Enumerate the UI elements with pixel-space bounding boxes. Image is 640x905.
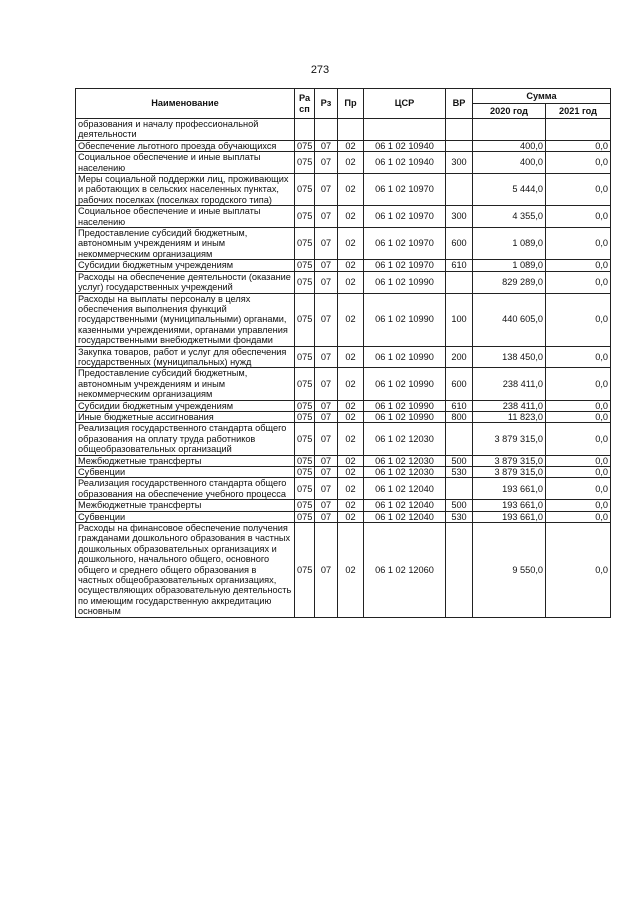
cell-ra: 075 [295,368,315,400]
cell-pr: 02 [338,271,364,293]
cell-s2020: 440 605,0 [473,293,546,346]
cell-rz: 07 [315,411,338,422]
table-row [76,368,611,400]
table-row [76,500,611,511]
cell-name: Закупка товаров, работ и услуг для обеспечения государственных (муниципальных) нужд [76,346,295,368]
cell-s2020: 400,0 [473,140,546,151]
cell-ra [295,119,315,141]
cell-s2020: 193 661,0 [473,500,546,511]
cell-vr [446,174,473,206]
cell-pr: 02 [338,400,364,411]
cell-ra: 075 [295,271,315,293]
cell-vr: 600 [446,228,473,260]
cell-csr: 06 1 02 10970 [364,174,446,206]
cell-pr: 02 [338,478,364,500]
cell-csr: 06 1 02 10970 [364,206,446,228]
cell-rz: 07 [315,271,338,293]
cell-csr: 06 1 02 12030 [364,455,446,466]
table-row [76,478,611,500]
cell-s2021: 0,0 [546,140,611,151]
cell-csr: 06 1 02 10990 [364,411,446,422]
cell-rz: 07 [315,140,338,151]
cell-rz: 07 [315,423,338,455]
cell-ra: 075 [295,206,315,228]
header-vr: ВР [446,89,473,119]
cell-pr [338,119,364,141]
cell-vr: 800 [446,411,473,422]
cell-ra: 075 [295,140,315,151]
cell-s2021: 0,0 [546,467,611,478]
cell-ra: 075 [295,400,315,411]
table-row [76,152,611,174]
cell-s2021: 0,0 [546,152,611,174]
cell-rz: 07 [315,346,338,368]
cell-name: Расходы на обеспечение деятельности (оказание услуг) государственных учреждений [76,271,295,293]
cell-ra: 075 [295,423,315,455]
cell-s2021: 0,0 [546,411,611,422]
cell-ra: 075 [295,500,315,511]
cell-rz: 07 [315,260,338,271]
cell-pr: 02 [338,260,364,271]
cell-vr: 500 [446,455,473,466]
cell-s2021: 0,0 [546,174,611,206]
cell-ra: 075 [295,174,315,206]
cell-s2020: 238 411,0 [473,400,546,411]
cell-s2021: 0,0 [546,523,611,618]
cell-pr: 02 [338,423,364,455]
cell-pr: 02 [338,206,364,228]
header-rz: Рз [315,89,338,119]
cell-vr: 610 [446,260,473,271]
cell-rz: 07 [315,523,338,618]
table-row [76,140,611,151]
cell-vr [446,119,473,141]
cell-csr: 06 1 02 12030 [364,423,446,455]
cell-vr: 610 [446,400,473,411]
cell-csr: 06 1 02 10990 [364,293,446,346]
table-row [76,511,611,522]
cell-csr: 06 1 02 10940 [364,140,446,151]
cell-name: Субсидии бюджетным учреждениям [76,260,295,271]
table-row [76,411,611,422]
cell-s2021: 0,0 [546,511,611,522]
table-row [76,119,611,141]
cell-s2020: 3 879 315,0 [473,467,546,478]
cell-s2020: 3 879 315,0 [473,455,546,466]
cell-s2020: 1 089,0 [473,260,546,271]
cell-rz: 07 [315,500,338,511]
table-row [76,260,611,271]
cell-vr [446,271,473,293]
cell-s2021 [546,119,611,141]
cell-name: Социальное обеспечение и иные выплаты населению [76,152,295,174]
cell-csr: 06 1 02 12040 [364,478,446,500]
table-header [76,89,611,119]
cell-pr: 02 [338,467,364,478]
table-body [76,119,611,618]
cell-s2020: 9 550,0 [473,523,546,618]
cell-s2021: 0,0 [546,423,611,455]
cell-s2021: 0,0 [546,293,611,346]
cell-vr: 300 [446,206,473,228]
cell-csr: 06 1 02 10990 [364,346,446,368]
table-row [76,293,611,346]
cell-s2021: 0,0 [546,228,611,260]
cell-vr: 530 [446,511,473,522]
cell-name: образования и началу профессиональной деятельности [76,119,295,141]
cell-csr [364,119,446,141]
cell-s2021: 0,0 [546,271,611,293]
cell-rz: 07 [315,152,338,174]
cell-s2020: 1 089,0 [473,228,546,260]
header-ra: Ра сп [295,89,315,119]
header-sum: Сумма [473,89,611,104]
cell-pr: 02 [338,500,364,511]
header-2021: 2021 год [546,104,611,119]
table-row [76,423,611,455]
cell-pr: 02 [338,346,364,368]
cell-s2020 [473,119,546,141]
cell-vr [446,523,473,618]
cell-s2021: 0,0 [546,368,611,400]
header-pr: Пр [338,89,364,119]
cell-rz: 07 [315,478,338,500]
cell-pr: 02 [338,523,364,618]
cell-rz: 07 [315,174,338,206]
cell-s2020: 5 444,0 [473,174,546,206]
cell-rz: 07 [315,368,338,400]
cell-s2020: 138 450,0 [473,346,546,368]
cell-name: Предоставление субсидий бюджетным, автономным учреждениям и иным некоммерческим организациям [76,228,295,260]
cell-name: Меры социальной поддержки лиц, проживающих и работающих в сельских населенных пунктах, рабочих поселках (поселках городского типа) [76,174,295,206]
cell-name: Расходы на выплаты персоналу в целях обеспечения выполнения функций государственными (муниципальными) органами, казенными учреждениями, органами управления государственными внебюджетными фондами [76,293,295,346]
cell-rz: 07 [315,400,338,411]
budget-table [75,88,611,618]
cell-s2021: 0,0 [546,500,611,511]
cell-vr [446,423,473,455]
cell-rz: 07 [315,467,338,478]
cell-csr: 06 1 02 10990 [364,400,446,411]
cell-name: Расходы на финансовое обеспечение получения гражданами дошкольного образования в частных дошкольных образовательных организациях и дошкольного, начального общего, основного общего и среднего общего образования в частных общеобразовательных организациях, осуществляющих образовательную деятельность по имеющим государственную аккредитацию основным [76,523,295,618]
cell-vr: 200 [446,346,473,368]
cell-s2020: 11 823,0 [473,411,546,422]
header-csr: ЦСР [364,89,446,119]
cell-s2020: 238 411,0 [473,368,546,400]
header-name: Наименование [76,89,295,119]
cell-s2020: 3 879 315,0 [473,423,546,455]
cell-rz: 07 [315,455,338,466]
cell-name: Обеспечение льготного проезда обучающихся [76,140,295,151]
cell-ra: 075 [295,152,315,174]
cell-rz: 07 [315,511,338,522]
cell-csr: 06 1 02 10940 [364,152,446,174]
table-row [76,467,611,478]
header-2020: 2020 год [473,104,546,119]
cell-s2021: 0,0 [546,346,611,368]
table-row [76,523,611,618]
cell-s2020: 4 355,0 [473,206,546,228]
cell-vr: 500 [446,500,473,511]
table-row [76,455,611,466]
cell-ra: 075 [295,511,315,522]
cell-pr: 02 [338,140,364,151]
page-number: 273 [310,64,330,76]
cell-pr: 02 [338,455,364,466]
cell-name: Субсидии бюджетным учреждениям [76,400,295,411]
table-row [76,271,611,293]
cell-rz: 07 [315,228,338,260]
cell-csr: 06 1 02 10970 [364,260,446,271]
cell-s2020: 400,0 [473,152,546,174]
cell-name: Реализация государственного стандарта общего образования на обеспечение учебного процесса [76,478,295,500]
cell-ra: 075 [295,293,315,346]
table-row [76,206,611,228]
table-row [76,400,611,411]
cell-csr: 06 1 02 12040 [364,511,446,522]
cell-name: Субвенции [76,467,295,478]
cell-vr: 600 [446,368,473,400]
cell-pr: 02 [338,228,364,260]
cell-name: Реализация государственного стандарта общего образования на оплату труда работников общеобразовательных организаций [76,423,295,455]
cell-vr: 300 [446,152,473,174]
cell-pr: 02 [338,511,364,522]
cell-vr [446,140,473,151]
cell-name: Субвенции [76,511,295,522]
cell-s2021: 0,0 [546,260,611,271]
cell-ra: 075 [295,467,315,478]
cell-pr: 02 [338,152,364,174]
cell-csr: 06 1 02 10970 [364,228,446,260]
cell-s2020: 829 289,0 [473,271,546,293]
cell-pr: 02 [338,411,364,422]
cell-csr: 06 1 02 10990 [364,271,446,293]
cell-ra: 075 [295,260,315,271]
table-row [76,346,611,368]
cell-vr: 530 [446,467,473,478]
cell-ra: 075 [295,455,315,466]
cell-ra: 075 [295,228,315,260]
cell-name: Социальное обеспечение и иные выплаты населению [76,206,295,228]
cell-name: Межбюджетные трансферты [76,455,295,466]
cell-s2021: 0,0 [546,400,611,411]
cell-csr: 06 1 02 10990 [364,368,446,400]
cell-rz: 07 [315,206,338,228]
cell-pr: 02 [338,368,364,400]
cell-csr: 06 1 02 12060 [364,523,446,618]
cell-pr: 02 [338,293,364,346]
cell-ra: 075 [295,523,315,618]
cell-ra: 075 [295,346,315,368]
cell-csr: 06 1 02 12030 [364,467,446,478]
cell-ra: 075 [295,411,315,422]
cell-csr: 06 1 02 12040 [364,500,446,511]
cell-s2021: 0,0 [546,455,611,466]
table-row [76,174,611,206]
cell-s2020: 193 661,0 [473,478,546,500]
cell-rz [315,119,338,141]
cell-name: Иные бюджетные ассигнования [76,411,295,422]
cell-vr: 100 [446,293,473,346]
cell-name: Предоставление субсидий бюджетным, автономным учреждениям и иным некоммерческим организациям [76,368,295,400]
cell-ra: 075 [295,478,315,500]
cell-vr [446,478,473,500]
cell-s2021: 0,0 [546,206,611,228]
cell-s2021: 0,0 [546,478,611,500]
cell-rz: 07 [315,293,338,346]
cell-pr: 02 [338,174,364,206]
table-row [76,228,611,260]
cell-s2020: 193 661,0 [473,511,546,522]
cell-name: Межбюджетные трансферты [76,500,295,511]
